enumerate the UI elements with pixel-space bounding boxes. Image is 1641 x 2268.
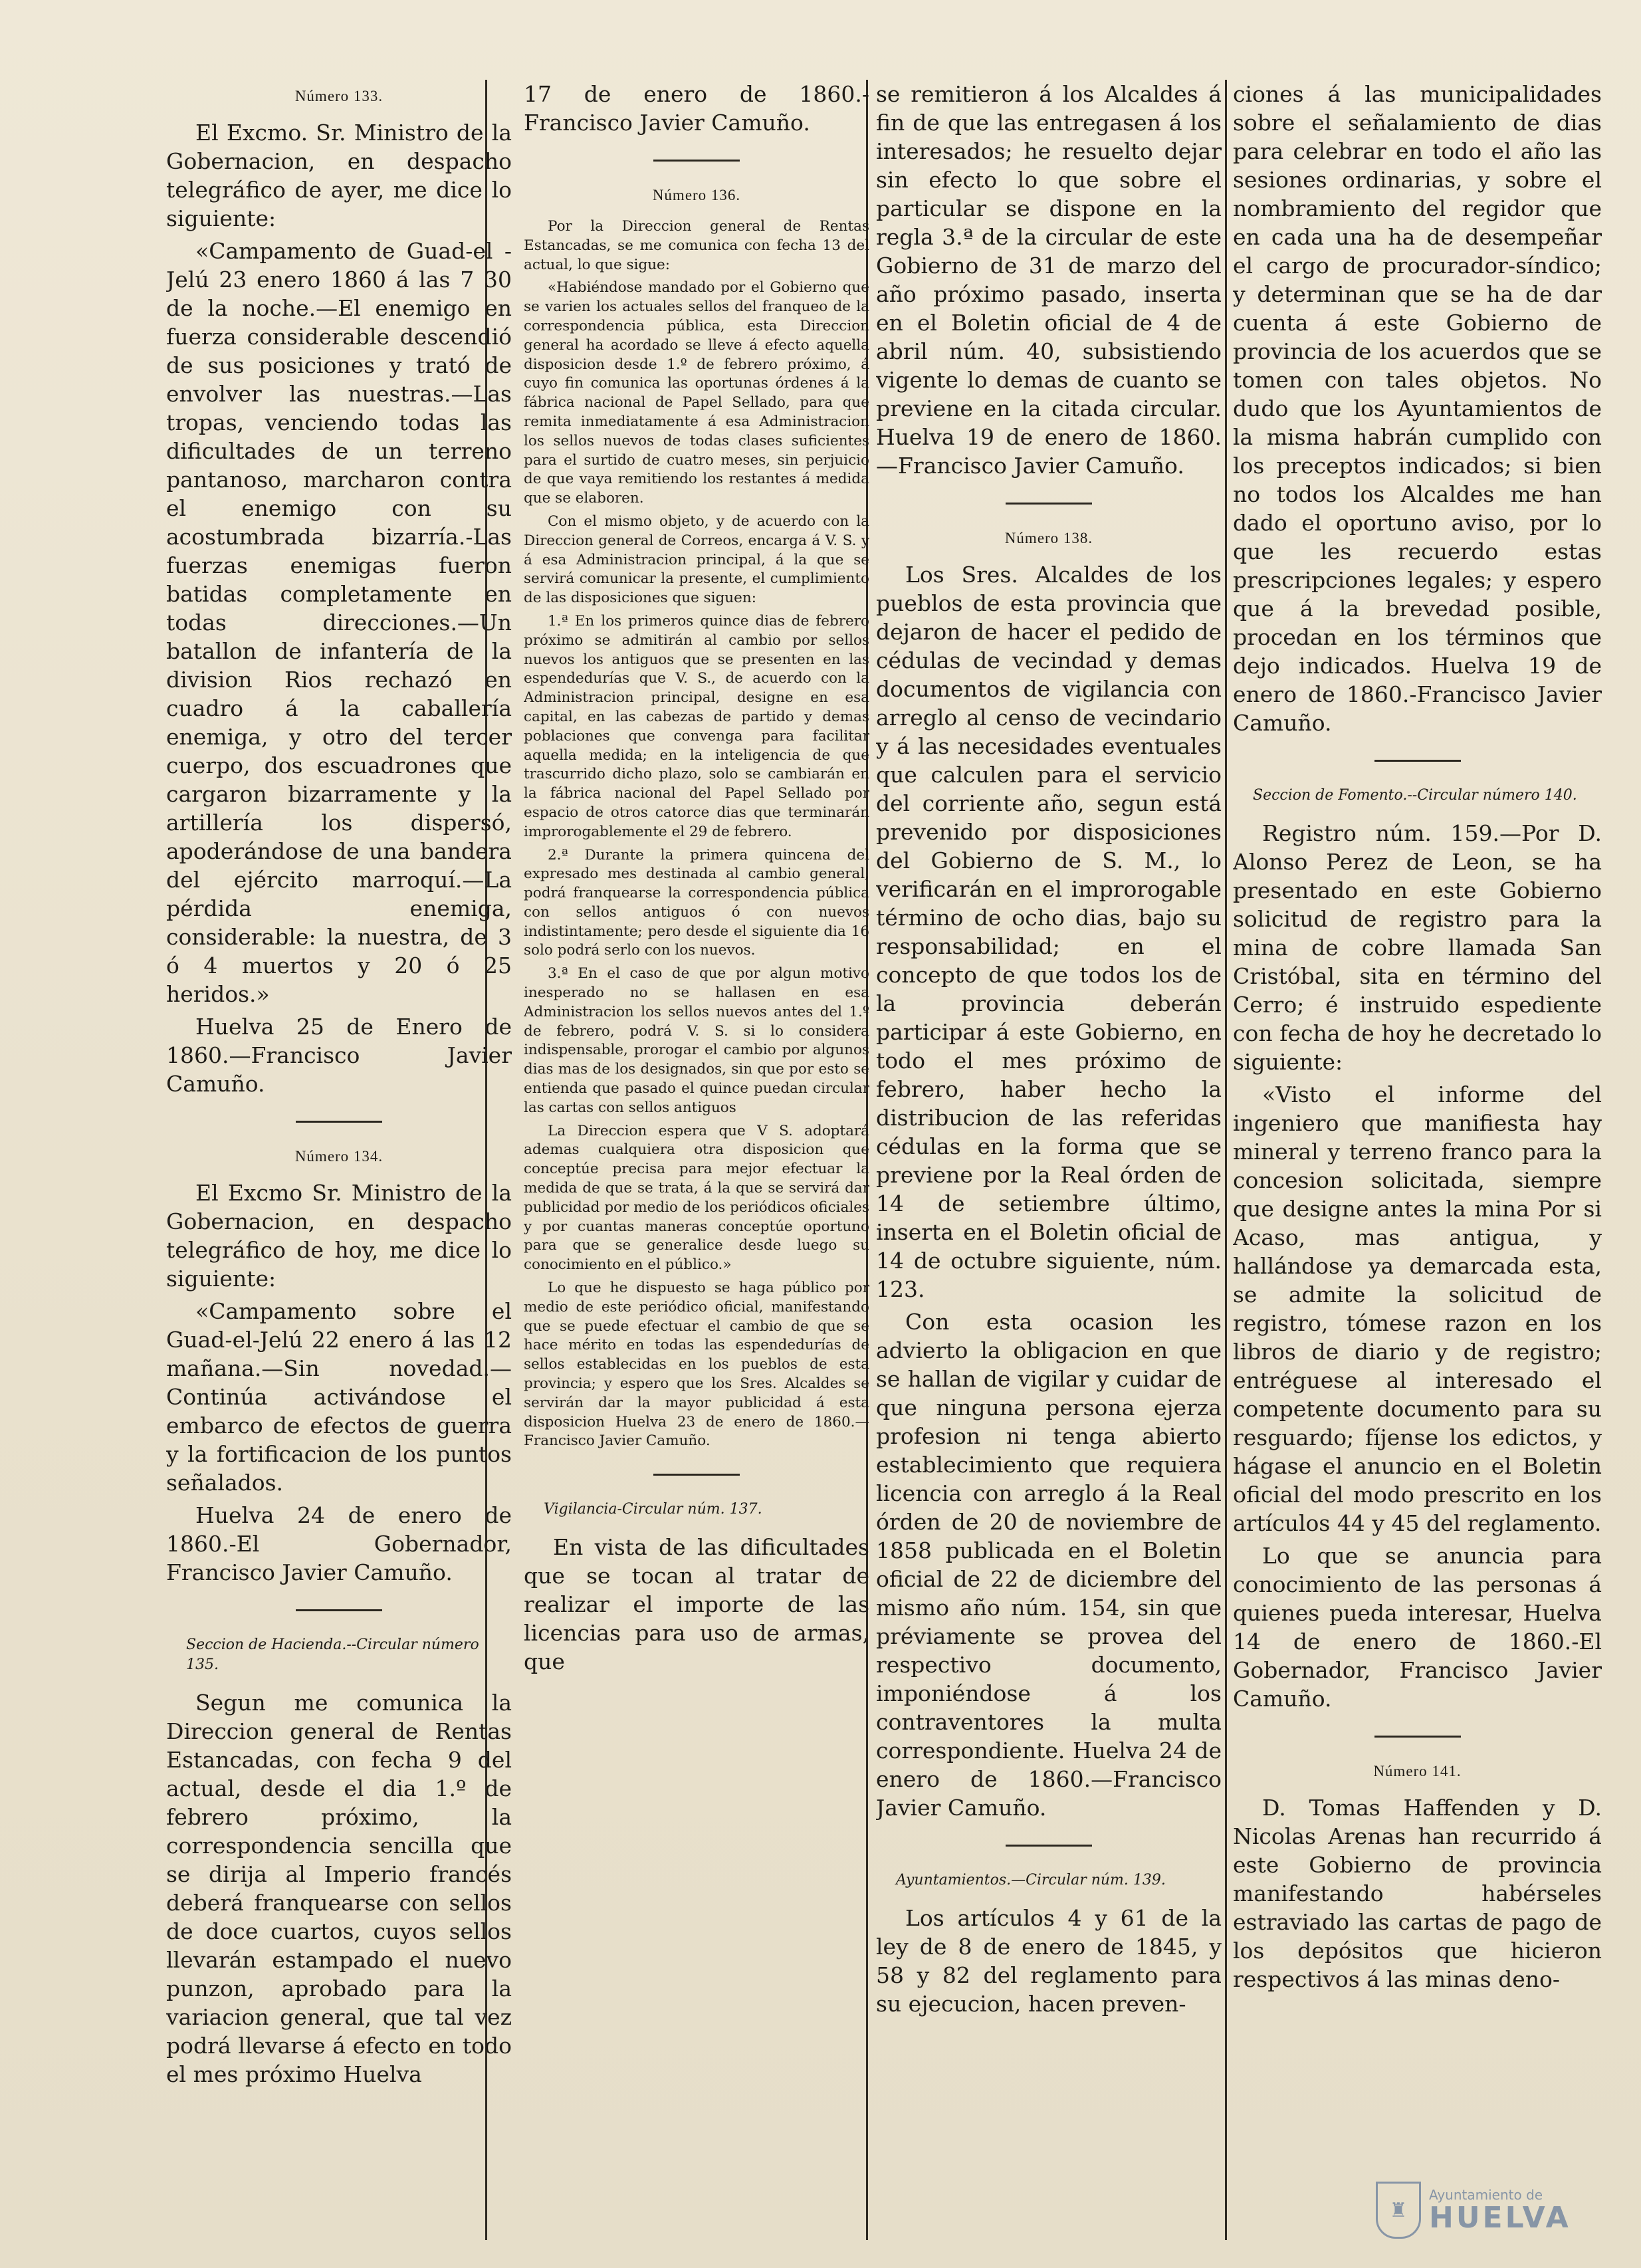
section-heading: Seccion de Hacienda.--Circular número 135. [186,1637,479,1673]
body-paragraph: Los Sres. Alcaldes de los pueblos de esta provincia que dejaron de hacer el pedido de cédulas de vecindad y demas documentos de vigilancia con arreglo al censo de vecindario y á las necesidades eventuales que calculen para el servicio del corriente año, segun está prevenido por disposiciones del Gobierno de S. M., lo verificarán en el improrogable término de ocho dias, bajo su responsabilidad; en el concepto de que todos los de la provincia deberán participar á este Gobierno, en todo el mes próximo de febrero, haber hecho la distribucion de las referidas cédulas en la forma que se previene por la Real órden de 14 de setiembre último, inserta en el Boletin oficial de 14 de octubre siguiente, núm. 123. [876,562,1222,1302]
section-heading: Seccion de Fomento.--Circular número 140. [1253,787,1577,804]
crest-icon: ♜ [1376,2182,1421,2239]
body-paragraph-small: «Habiéndose mandado por el Gobierno que se varien los actuales sellos del franqueo de la correspondencia pública, esta Direccion general ha acordado se lleve á efecto aquella disposicion desde 1.º de febrero próximo, á cuyo fin comunica las oportunas órdenes á la fábrica nacional de Papel Sellado, para que remita inmediatamente á esa Administracion los sellos nuevos de todas clases suficientes para el surtido de cuatro meses, sin perjuicio de que vaya remitiendo los restantes á medida que se elaboren. [524,279,869,507]
body-paragraph: Huelva 25 de Enero de 1860.—Francisco Javier Camuño. [166,1014,512,1097]
section-separator [1374,760,1461,762]
body-paragraph: 17 de enero de 1860.-Francisco Javier Camuño. [524,81,869,136]
body-paragraph: ciones á las municipalidades sobre el señalamiento de dias para celebrar en todo el año las sesiones ordinarias, y sobre el nombramiento del regidor que en cada una ha de desempeñar el cargo de procurador-síndico; y determinan que se ha de dar cuenta á este Gobierno de provincia de los acuerdos que se tomen con tales objetos. No dudo que los Ayuntamientos de la misma habrán cumplido con los preceptos indicados; si bien no todos los Alcaldes me han dado el oportuno aviso, por lo que les recuerdo estas prescripciones legales; y espero que á la brevedad posible, procedan en los términos que dejo indicados. Huelva 19 de enero de 1860.-Francisco Javier Camuño. [1233,81,1602,736]
body-paragraph: En vista de las dificultades que se tocan al tratar de realizar el importe de las licencias para uso de armas, que [524,1534,869,1675]
body-paragraph: Registro núm. 159.—Por D. Alonso Perez de Leon, se ha presentado en este Gobierno solicitud de registro para la mina de cobre llamada San Cristóbal, sita en término del Cerro; é instruido espediente con fecha de hoy he decretado lo siguiente: [1233,820,1602,1075]
watermark-line-2: HUELVA [1429,2201,1571,2235]
body-paragraph: Lo que se anuncia para conocimiento de las personas á quienes pueda interesar, Huelva 14 de enero de 1860.-El Gobernador, Francisco Javier Camuño. [1233,1543,1602,1712]
section-heading: Ayuntamientos.—Circular núm. 139. [896,1872,1166,1888]
article-number-heading: Número 134. [294,1148,383,1165]
body-paragraph-small: 2.ª Durante la primera quincena del expresado mes destinada al cambio general, podrá franquearse la correspondencia pública con sellos antiguos ó con nuevos indistintamente; pero desde el siguiente dia 16 solo podrá serlo con los nuevos. [524,846,869,959]
body-paragraph: D. Tomas Haffenden y D. Nicolas Arenas han recurrido á este Gobierno de provincia manifestando habérseles estraviado las cartas de pago de los depósitos que hicieron respectivos á las minas deno- [1233,1795,1602,1992]
body-paragraph-small: Con el mismo objeto, y de acuerdo con la Direccion general de Correos, encarga á V. S. y á esa Administracion principal, á la que se servirá comunicar la presente, el cumplimiento de las disposiciones que siguen: [524,512,869,607]
body-paragraph: se remitieron á los Alcaldes á fin de que las entregasen á los interesados; he resuelto dejar sin efecto lo que sobre el particular se dispone en la regla 3.ª de la circular de este Gobierno de 31 de marzo del año próximo pasado, inserta en el Boletin oficial de 4 de abril núm. 40, subsistiendo vigente lo demas de cuanto se previene en la citada circular. Huelva 19 de enero de 1860. —Francisco Javier Camuño. [876,81,1222,479]
body-paragraph: Con esta ocasion les advierto la obligacion en que se hallan de vigilar y cuidar de que ninguna persona ejerza profesion ni tenga abierto establecimiento que requiera licencia con arreglo á la Real órden de 20 de noviembre de 1858 publicada en el Boletin oficial de 22 de diciembre del mismo año núm. 154, sin que préviamente se provea del respectivo documento, imponiéndose á los contraventores la multa correspondiente. Huelva 24 de enero de 1860.—Francisco Javier Camuño. [876,1309,1222,1821]
section-separator [1374,1736,1461,1738]
watermark-line-1: Ayuntamiento de [1429,2187,1543,2203]
column-1 [166,80,512,2240]
body-paragraph: «Visto el informe del ingeniero que manifiesta hay mineral y terreno franco para la concesion solicitada, siempre que designe antes la mina Por si Acaso, mas antigua, y hallándose ya demarcada esta, se admite la solicitud de registro, tómese razon en los libros de diario y de registro; entréguese al interesado el competente documento para su resguardo; fíjense los edictos, y hágase el anuncio en el Boletin oficial del modo prescrito en los artículos 44 y 45 del reglamento. [1233,1081,1602,1536]
section-separator [1006,1845,1092,1847]
article-number-heading: Número 136. [652,187,741,203]
article-number-heading: Número 138. [1004,530,1093,546]
section-separator [653,1474,740,1476]
archive-watermark [1376,2174,1602,2247]
body-paragraph: El Excmo. Sr. Ministro de la Gobernacion, en despacho telegráfico de ayer, me dice lo siguiente: [166,120,512,231]
body-paragraph-small: Por la Direccion general de Rentas Estancadas, se me comunica con fecha 13 del actual, lo que sigue: [524,218,869,273]
section-heading: Vigilancia-Circular núm. 137. [544,1501,762,1518]
article-number-heading: Número 141. [1373,1763,1462,1779]
section-separator [653,160,740,162]
body-paragraph: «Campamento de Guad-el -Jelú 23 enero 1860 á las 7 30 de la noche.—El enemigo en fuerza considerable descendió de sus posiciones y trató de envolver las nuestras.—Las tropas, venciendo todas las dificultades de un terreno pantanoso, marcharon contra el enemigo con su acostumbrada bizarría.-Las fuerzas enemigas fueron batidas completamente en todas direcciones.—Un batallon de infantería de la division Rios rechazó en cuadro á la caballería enemiga, y otro del tercer cuerpo, dos escuadrones que cargaron bizarramente y la artillería los dispersó, apoderándose de una bandera del ejército marroquí.—La pérdida enemiga, considerable: la nuestra, de 3 ó 4 muertos y 20 ó 25 heridos.» [166,238,512,1007]
body-paragraph-small: La Direccion espera que V S. adoptará ademas cualquiera otra disposicion que conceptúe precisa para mejor efectuar la medida de que se trata, á la que se servirá dar publicidad por medio de los periódicos oficiales y por cuantas maneras conceptúe oportuno para que se generalice desde luego su conocimiento en el público.» [524,1122,869,1274]
body-paragraph-small: Lo que he dispuesto se haga público por medio de este periódico oficial, manifestando que se puede efectuar el cambio de que se hace mérito en todas las espendedurías de sellos establecidas en los pueblos de esta provincia; y espero que los Sres. Alcaldes se servirán dar la mayor publicidad á esta disposicion Huelva 23 de enero de 1860.—Francisco Javier Camuño. [524,1280,869,1450]
article-number-heading: Número 133. [294,88,383,104]
body-paragraph: «Campamento sobre el Guad-el-Jelú 22 enero á las 12 mañana.—Sin novedad.—Continúa activándose el embarco de efectos de guerra y la fortificacion de los puntos señalados. [166,1298,512,1496]
column-2 [524,80,869,2240]
column-4 [1233,80,1602,2240]
column-rule [1225,80,1227,2240]
body-paragraph: Los artículos 4 y 61 de la ley de 8 de enero de 1845, y 58 y 82 del reglamento para su ejecucion, hacen preven- [876,1905,1222,2017]
section-separator [1006,503,1092,505]
column-3 [876,80,1222,2240]
body-paragraph-small: 3.ª En el caso de que por algun motivo inesperado no se hallasen en esa Administracion los sellos nuevos antes del 1.º de febrero, podrá V. S. si lo considera indispensable, prorogar el cambio por algunos dias mas de los designados, sin que por esto se entienda que pasado el quince puedan circular las cartas con sellos antiguos [524,965,869,1116]
section-separator [296,1609,382,1611]
body-paragraph: Segun me comunica la Direccion general de Rentas Estancadas, con fecha 9 del actual, desde el dia 1.º de febrero próximo, la correspondencia sencilla que se dirija al Imperio francés deberá franquearse con sellos de doce cuartos, cuyos sellos llevarán estampado el nuevo punzon, aprobado para la variacion general, que tal vez podrá llevarse á efecto en todo el mes próximo Huelva [166,1690,512,2087]
body-paragraph: Huelva 24 de enero de 1860.-El Gobernador, Francisco Javier Camuño. [166,1502,512,1585]
body-paragraph: El Excmo Sr. Ministro de la Gobernacion, en despacho telegráfico de hoy, me dice lo siguiente: [166,1180,512,1292]
section-separator [296,1121,382,1123]
body-paragraph-small: 1.ª En los primeros quince dias de febrero próximo se admitirán al cambio por sellos nuevos los antiguos que se presenten en las espendedurías que V. S., de acuerdo con la Administracion principal, designe en esa capital, en las cabezas de partido y demas poblaciones que convenga para facilitar aquella medida; en la inteligencia de que trascurrido dicho plazo, solo se cambiarán en la fábrica nacional del Papel Sellado por espacio de otros catorce dias que terminarán improrogablemente el 29 de febrero. [524,612,869,840]
